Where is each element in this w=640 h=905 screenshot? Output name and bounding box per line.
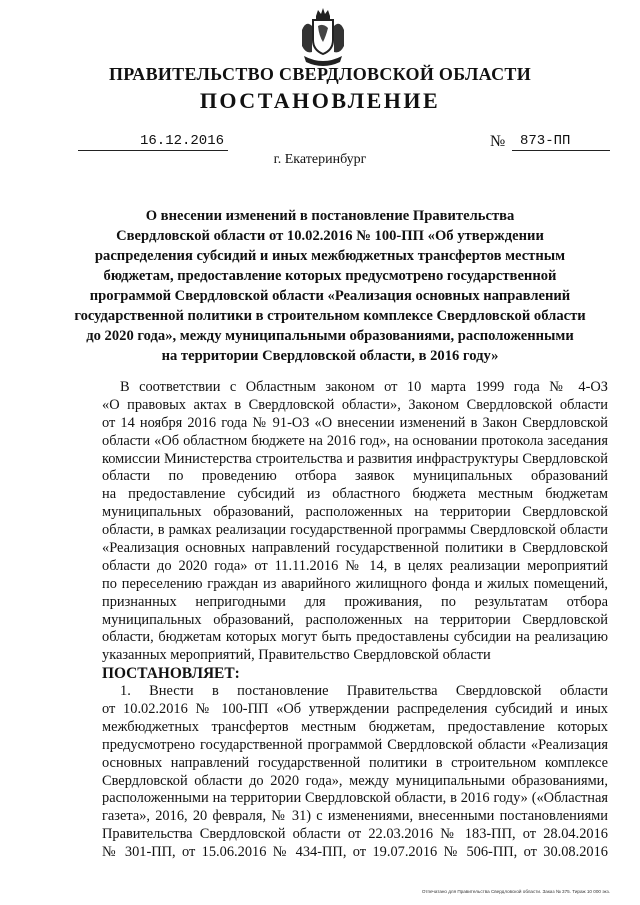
preamble-line: муниципальных образований, расположенных на территории Свердловской bbox=[102, 504, 608, 521]
preamble-line: В соответствии с Областным законом от 10 марта 1999 года № 4-ОЗ bbox=[120, 379, 608, 395]
government-name: ПРАВИТЕЛЬСТВО СВЕРДЛОВСКОЙ ОБЛАСТИ bbox=[108, 64, 531, 84]
preamble-line: области, в рамках реализации государственной программы Свердловской области bbox=[102, 522, 608, 539]
number-sign: № bbox=[490, 133, 506, 150]
clause-line: межбюджетных трансфертов местным бюджетам, предоставление которых bbox=[102, 718, 608, 735]
preamble-line: на предоставление субсидий из областного бюджета местным бюджетам bbox=[102, 486, 608, 503]
document-subject bbox=[60, 206, 600, 366]
clause-line: основных направлений государственной политики в строительном комплексе bbox=[102, 754, 608, 771]
clause-line: от 10.02.2016 № 100-ПП «Об утверждении распределения субсидий и иных bbox=[102, 701, 608, 718]
clause-line: Правительства Свердловской области от 22.03.2016 № 183-ПП, от 28.04.2016 bbox=[102, 826, 608, 843]
city: г. Екатеринбург bbox=[273, 152, 367, 167]
clause-line: Свердловской области до 2020 года», между муниципальными образованиями, bbox=[102, 772, 608, 789]
preamble-line: муниципальных образований, расположенных на территории Свердловской bbox=[102, 611, 608, 628]
subject-line: О внесении изменений в постановление Правительства bbox=[145, 208, 515, 224]
document-number: 873-ПП bbox=[512, 133, 610, 151]
preamble-line: «Реализация основных направлений государственной политики в Свердловской bbox=[102, 540, 608, 557]
subject-line: на территории Свердловской области, в 2016 году» bbox=[161, 348, 499, 364]
preamble-line: области по проведению отбора заявок муниципальных образований bbox=[102, 468, 608, 485]
subject-line: программой Свердловской области «Реализация основных направлений bbox=[89, 288, 571, 304]
clause-line: расположенными на территории Свердловской области, в 2016 году» («Областная bbox=[102, 790, 608, 807]
preamble-line: области, бюджетам которых могут быть предоставлены субсидии на реализацию bbox=[102, 629, 608, 646]
subject-line: Свердловской области от 10.02.2016 № 100-ПП «Об утверждении bbox=[116, 228, 544, 244]
clause-line: № 301-ПП, от 15.06.2016 № 434-ПП, от 19.07.2016 № 506-ПП, от 30.08.2016 bbox=[102, 844, 608, 861]
subject-line: государственной политики в строительном комплексе Свердловской области bbox=[74, 308, 586, 324]
preamble-line: от 14 ноября 2016 года № 91-ОЗ «О внесении изменений в Закон Свердловской bbox=[102, 414, 608, 431]
preamble-line: области «Об областном бюджете на 2016 год», на основании протокола заседания bbox=[102, 432, 608, 449]
preamble-line: «О правовых актах в Свердловской области», Законом Свердловской области bbox=[102, 396, 608, 413]
document-date: 16.12.2016 bbox=[78, 133, 228, 151]
preamble-line: указанных мероприятий, Правительство Свердловской области bbox=[102, 647, 491, 664]
coat-of-arms-emblem bbox=[296, 6, 350, 72]
subject-line: распределения субсидий и иных межбюджетных трансфертов местным bbox=[94, 248, 566, 264]
clause-line: 1. Внести в постановление Правительства Свердловской области bbox=[120, 683, 608, 700]
clause-line: предусмотрено государственной программой Свердловской области «Реализация bbox=[102, 736, 608, 753]
preamble-line: признанных непригодными для проживания, по результатам отбора bbox=[102, 593, 608, 610]
print-footer: Отпечатано для Правительства Свердловской области. Заказ № 375. Тираж 10 000 экз. bbox=[421, 889, 610, 894]
subject-line: бюджетам, предоставление которых предусмотрено государственной bbox=[103, 268, 557, 284]
document-type: ПОСТАНОВЛЕНИЕ bbox=[199, 88, 441, 113]
preamble-line: области до 2020 года» от 11.11.2016 № 14, в целях реализации мероприятий bbox=[102, 557, 608, 574]
resolves-heading: ПОСТАНОВЛЯЕТ: bbox=[102, 665, 240, 683]
preamble-line: комиссии Министерства строительства и развития инфраструктуры Свердловской bbox=[102, 450, 608, 467]
preamble-line: по переселению граждан из аварийного жилищного фонда и жилых помещений, bbox=[102, 575, 608, 592]
document-body bbox=[102, 379, 608, 862]
clause-line: газета», 2016, 20 февраля, № 31) с изменениями, внесенными постановлениями bbox=[102, 808, 608, 825]
subject-line: до 2020 года», между муниципальными образованиями, расположенными bbox=[86, 328, 574, 344]
